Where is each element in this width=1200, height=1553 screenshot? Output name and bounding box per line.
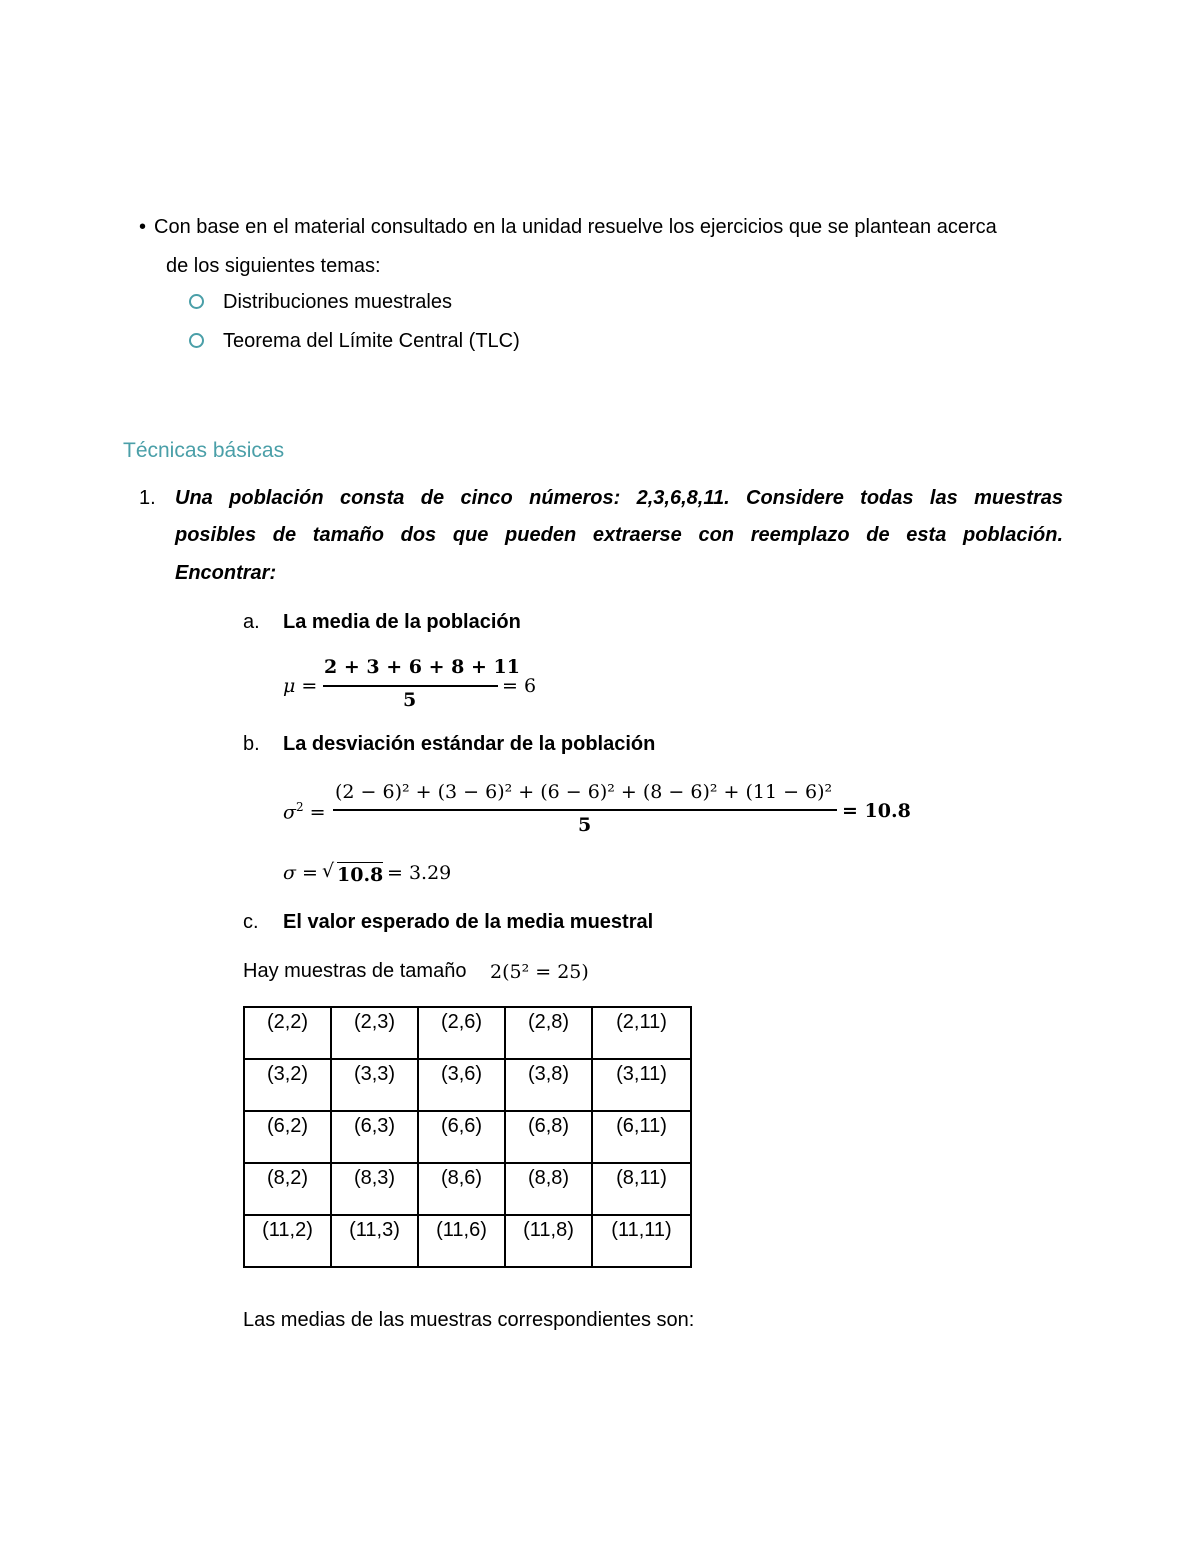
intro-bullet: •	[139, 216, 147, 238]
table-cell: (3,8)	[505, 1059, 592, 1111]
table-cell: (6,3)	[331, 1111, 418, 1163]
part-c-title: El valor esperado de la media muestral	[283, 911, 654, 933]
mean-formula-lhs: μ =	[283, 675, 318, 697]
samples-table	[243, 1006, 692, 1268]
table-cell: (3,3)	[331, 1059, 418, 1111]
table-cell: (11,3)	[331, 1215, 418, 1267]
table-row	[244, 1059, 691, 1111]
intro-line-1: Con base en el material consultado en la unidad resuelve los ejercicios que se plantean acerca	[154, 216, 997, 238]
mean-fraction-bar	[323, 685, 498, 687]
mean-formula-denominator: 5	[403, 689, 417, 711]
sigma-formula-result: = 3.29	[387, 862, 452, 884]
circle-bullet-icon	[189, 294, 204, 309]
table-cell: (11,11)	[592, 1215, 691, 1267]
table-cell: (2,11)	[592, 1007, 691, 1059]
table-cell: (6,8)	[505, 1111, 592, 1163]
table-cell: (11,8)	[505, 1215, 592, 1267]
topic-item: Distribuciones muestrales	[223, 291, 452, 313]
table-cell: (2,3)	[331, 1007, 418, 1059]
table-cell: (3,6)	[418, 1059, 505, 1111]
table-cell: (6,2)	[244, 1111, 331, 1163]
sigma-radical: √	[322, 860, 335, 882]
equals-sign: =	[309, 801, 326, 824]
part-b-marker: b.	[243, 733, 260, 755]
table-cell: (2,2)	[244, 1007, 331, 1059]
table-cell: (11,2)	[244, 1215, 331, 1267]
part-b-title: La desviación estándar de la población	[283, 733, 656, 755]
table-cell: (3,11)	[592, 1059, 691, 1111]
table-cell: (2,8)	[505, 1007, 592, 1059]
table-cell: (3,2)	[244, 1059, 331, 1111]
intro-line-2: de los siguientes temas:	[166, 255, 381, 277]
closing-text: Las medias de las muestras correspondientes son:	[243, 1309, 695, 1331]
problem-line-1: Una población consta de cinco números: 2,3,6,8,11. Considere todas las muestras	[175, 487, 1063, 509]
problem-line-2: posibles de tamaño dos que pueden extraerse con reemplazo de esta población.	[175, 524, 1063, 546]
table-cell: (8,11)	[592, 1163, 691, 1215]
table-cell: (8,2)	[244, 1163, 331, 1215]
problem-line-3: Encontrar:	[175, 562, 277, 584]
variance-formula-lhs	[283, 800, 326, 823]
table-cell: (6,6)	[418, 1111, 505, 1163]
sigma-symbol: σ	[283, 801, 296, 824]
table-cell: (8,3)	[331, 1163, 418, 1215]
table-cell: (2,6)	[418, 1007, 505, 1059]
part-c-marker: c.	[243, 911, 259, 933]
mean-formula-result: = 6	[502, 675, 537, 697]
table-row	[244, 1007, 691, 1059]
table-row	[244, 1163, 691, 1215]
table-cell: (8,6)	[418, 1163, 505, 1215]
table-cell: (11,6)	[418, 1215, 505, 1267]
exponent: 2	[295, 800, 304, 814]
variance-formula-result: = 10.8	[842, 800, 911, 822]
mean-formula-numerator: 2 + 3 + 6 + 8 + 11	[324, 656, 520, 678]
table-row	[244, 1111, 691, 1163]
problem-number: 1.	[139, 487, 156, 509]
sample-count-math: 2(5² = 25)	[490, 961, 589, 983]
table-row	[244, 1215, 691, 1267]
sigma-radicand: 10.8	[337, 864, 384, 886]
table-cell: (8,8)	[505, 1163, 592, 1215]
part-a-title: La media de la población	[283, 611, 521, 633]
variance-fraction-bar	[333, 809, 837, 811]
section-title: Técnicas básicas	[123, 439, 285, 462]
circle-bullet-icon	[189, 333, 204, 348]
sample-count-text: Hay muestras de tamaño	[243, 960, 467, 982]
sigma-formula-lhs: σ =	[283, 862, 318, 884]
variance-formula-numerator: (2 − 6)² + (3 − 6)² + (6 − 6)² + (8 − 6)² + (11 − 6)²	[335, 781, 833, 803]
part-a-marker: a.	[243, 611, 260, 633]
variance-formula-denominator: 5	[578, 814, 592, 836]
topic-item: Teorema del Límite Central (TLC)	[223, 330, 520, 352]
table-cell: (6,11)	[592, 1111, 691, 1163]
